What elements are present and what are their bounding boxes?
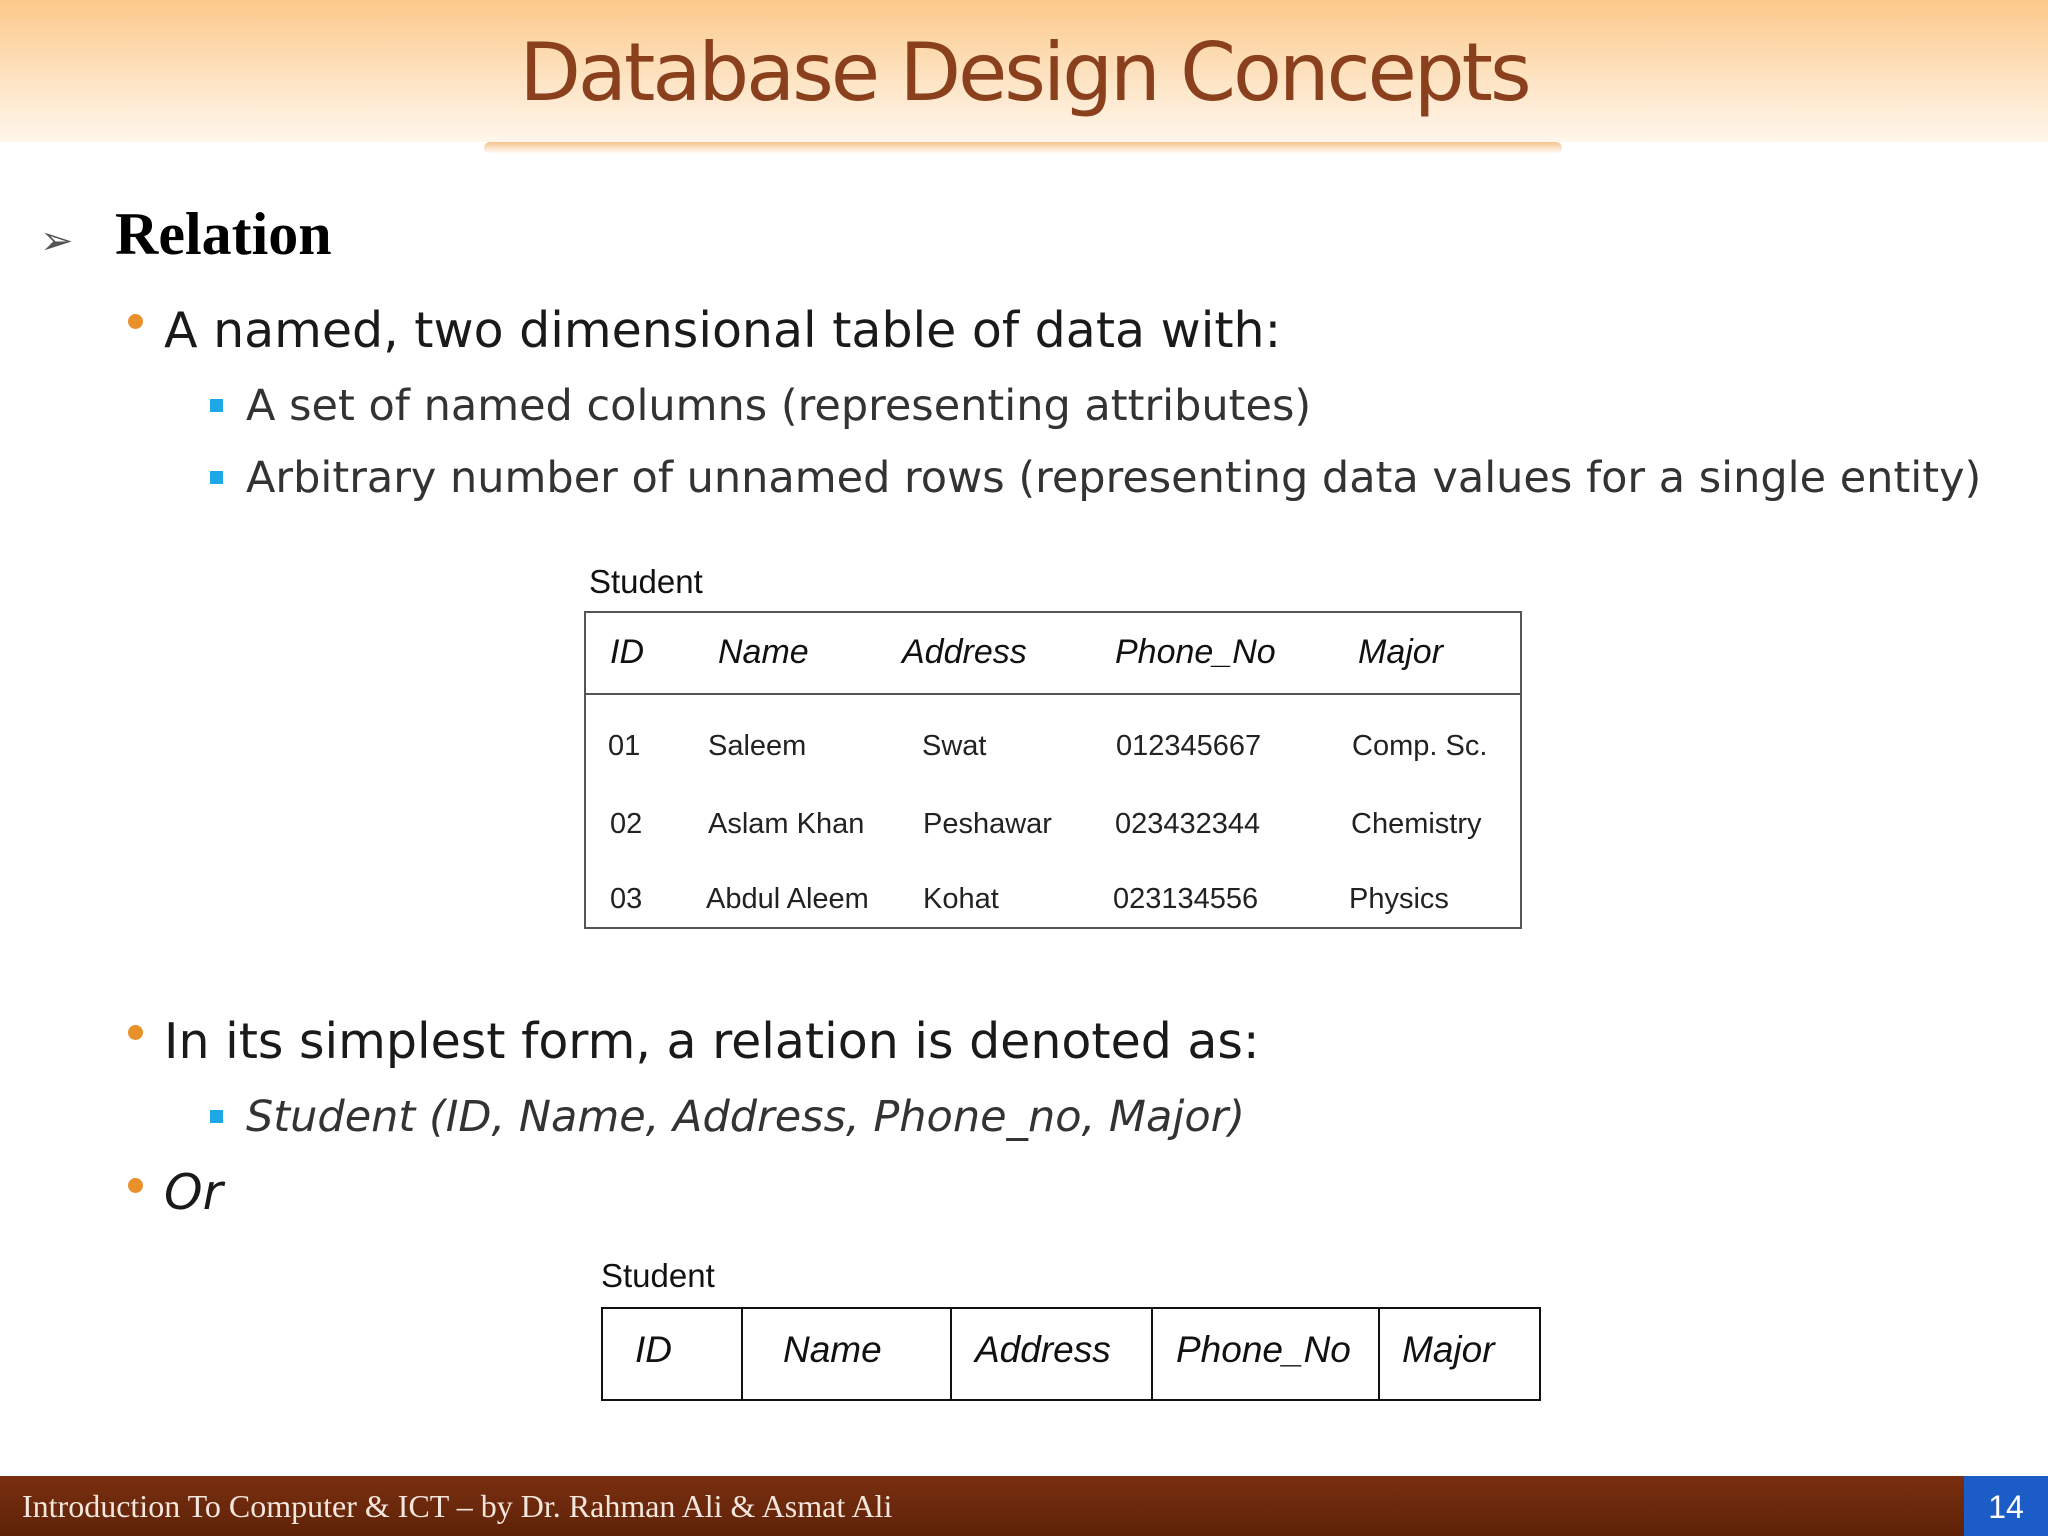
table-cell: 01 [608, 730, 641, 762]
column-header: Address [902, 633, 1027, 671]
page-number-box [1964, 1476, 2048, 1536]
column-header: Major [1358, 633, 1444, 671]
table-cell: Aslam Khan [708, 808, 865, 840]
table-cell: 02 [610, 808, 643, 840]
bullet-dot-icon [128, 1178, 143, 1193]
relation-notation: Student (ID, Name, Address, Phone_no, Major) [246, 1092, 1246, 1142]
table-cell: Comp. Sc. [1352, 730, 1488, 762]
page-number: 14 [1988, 1489, 2024, 1525]
bullet-dot-icon [128, 1025, 143, 1040]
column-divider [601, 1307, 603, 1401]
section-heading: Relation [115, 201, 332, 267]
column-divider [1151, 1307, 1153, 1401]
column-header: ID [635, 1329, 672, 1370]
student-schema-table [601, 1307, 1541, 1401]
bullet-text: A named, two dimensional table of data with: [164, 302, 1282, 359]
table-cell: Kohat [923, 883, 999, 915]
column-header: Phone_No [1115, 633, 1276, 671]
footer-bar [0, 1476, 2048, 1536]
column-header: Major [1402, 1329, 1495, 1370]
table-cell: Chemistry [1351, 808, 1482, 840]
bullet-dot-icon [128, 314, 143, 329]
column-header: Name [718, 633, 809, 671]
table-cell: Peshawar [923, 808, 1052, 840]
column-divider [1539, 1307, 1541, 1401]
column-divider [741, 1307, 743, 1401]
title-underline [484, 142, 1562, 154]
slide-title: Database Design Concepts [519, 26, 1529, 119]
sub-bullet-icon [210, 471, 223, 484]
column-divider [1378, 1307, 1380, 1401]
table-cell: Swat [922, 730, 987, 762]
table-cell: 023134556 [1113, 883, 1259, 915]
column-divider [950, 1307, 952, 1401]
sub-bullet-icon [210, 1110, 223, 1123]
column-header: Name [783, 1329, 882, 1370]
sub-bullet-icon [210, 399, 223, 412]
column-header: Phone_No [1176, 1329, 1351, 1370]
header-divider [586, 693, 1520, 695]
table-caption: Student [589, 563, 703, 600]
column-header: Address [975, 1329, 1111, 1370]
table-cell: 023432344 [1115, 808, 1261, 840]
column-header: ID [610, 633, 644, 671]
sub-bullet-text: A set of named columns (representing attributes) [246, 381, 1312, 431]
sub-bullet-text: Arbitrary number of unnamed rows (representing data values for a single entity) [246, 453, 1982, 503]
table-cell: Saleem [708, 730, 807, 762]
table-cell: Physics [1349, 883, 1449, 915]
table-cell: 012345667 [1116, 730, 1262, 762]
table-caption: Student [601, 1257, 715, 1294]
footer-text: Introduction To Computer & ICT – by Dr. Rahman Ali & Asmat Ali [22, 1488, 893, 1524]
student-table [584, 611, 1522, 929]
bullet-text: In its simplest form, a relation is denoted as: [164, 1013, 1260, 1070]
arrowhead-bullet-icon: ➢ [40, 218, 74, 264]
table-cell: 03 [610, 883, 643, 915]
bullet-text: Or [164, 1164, 223, 1221]
table-cell: Abdul Aleem [706, 883, 869, 915]
